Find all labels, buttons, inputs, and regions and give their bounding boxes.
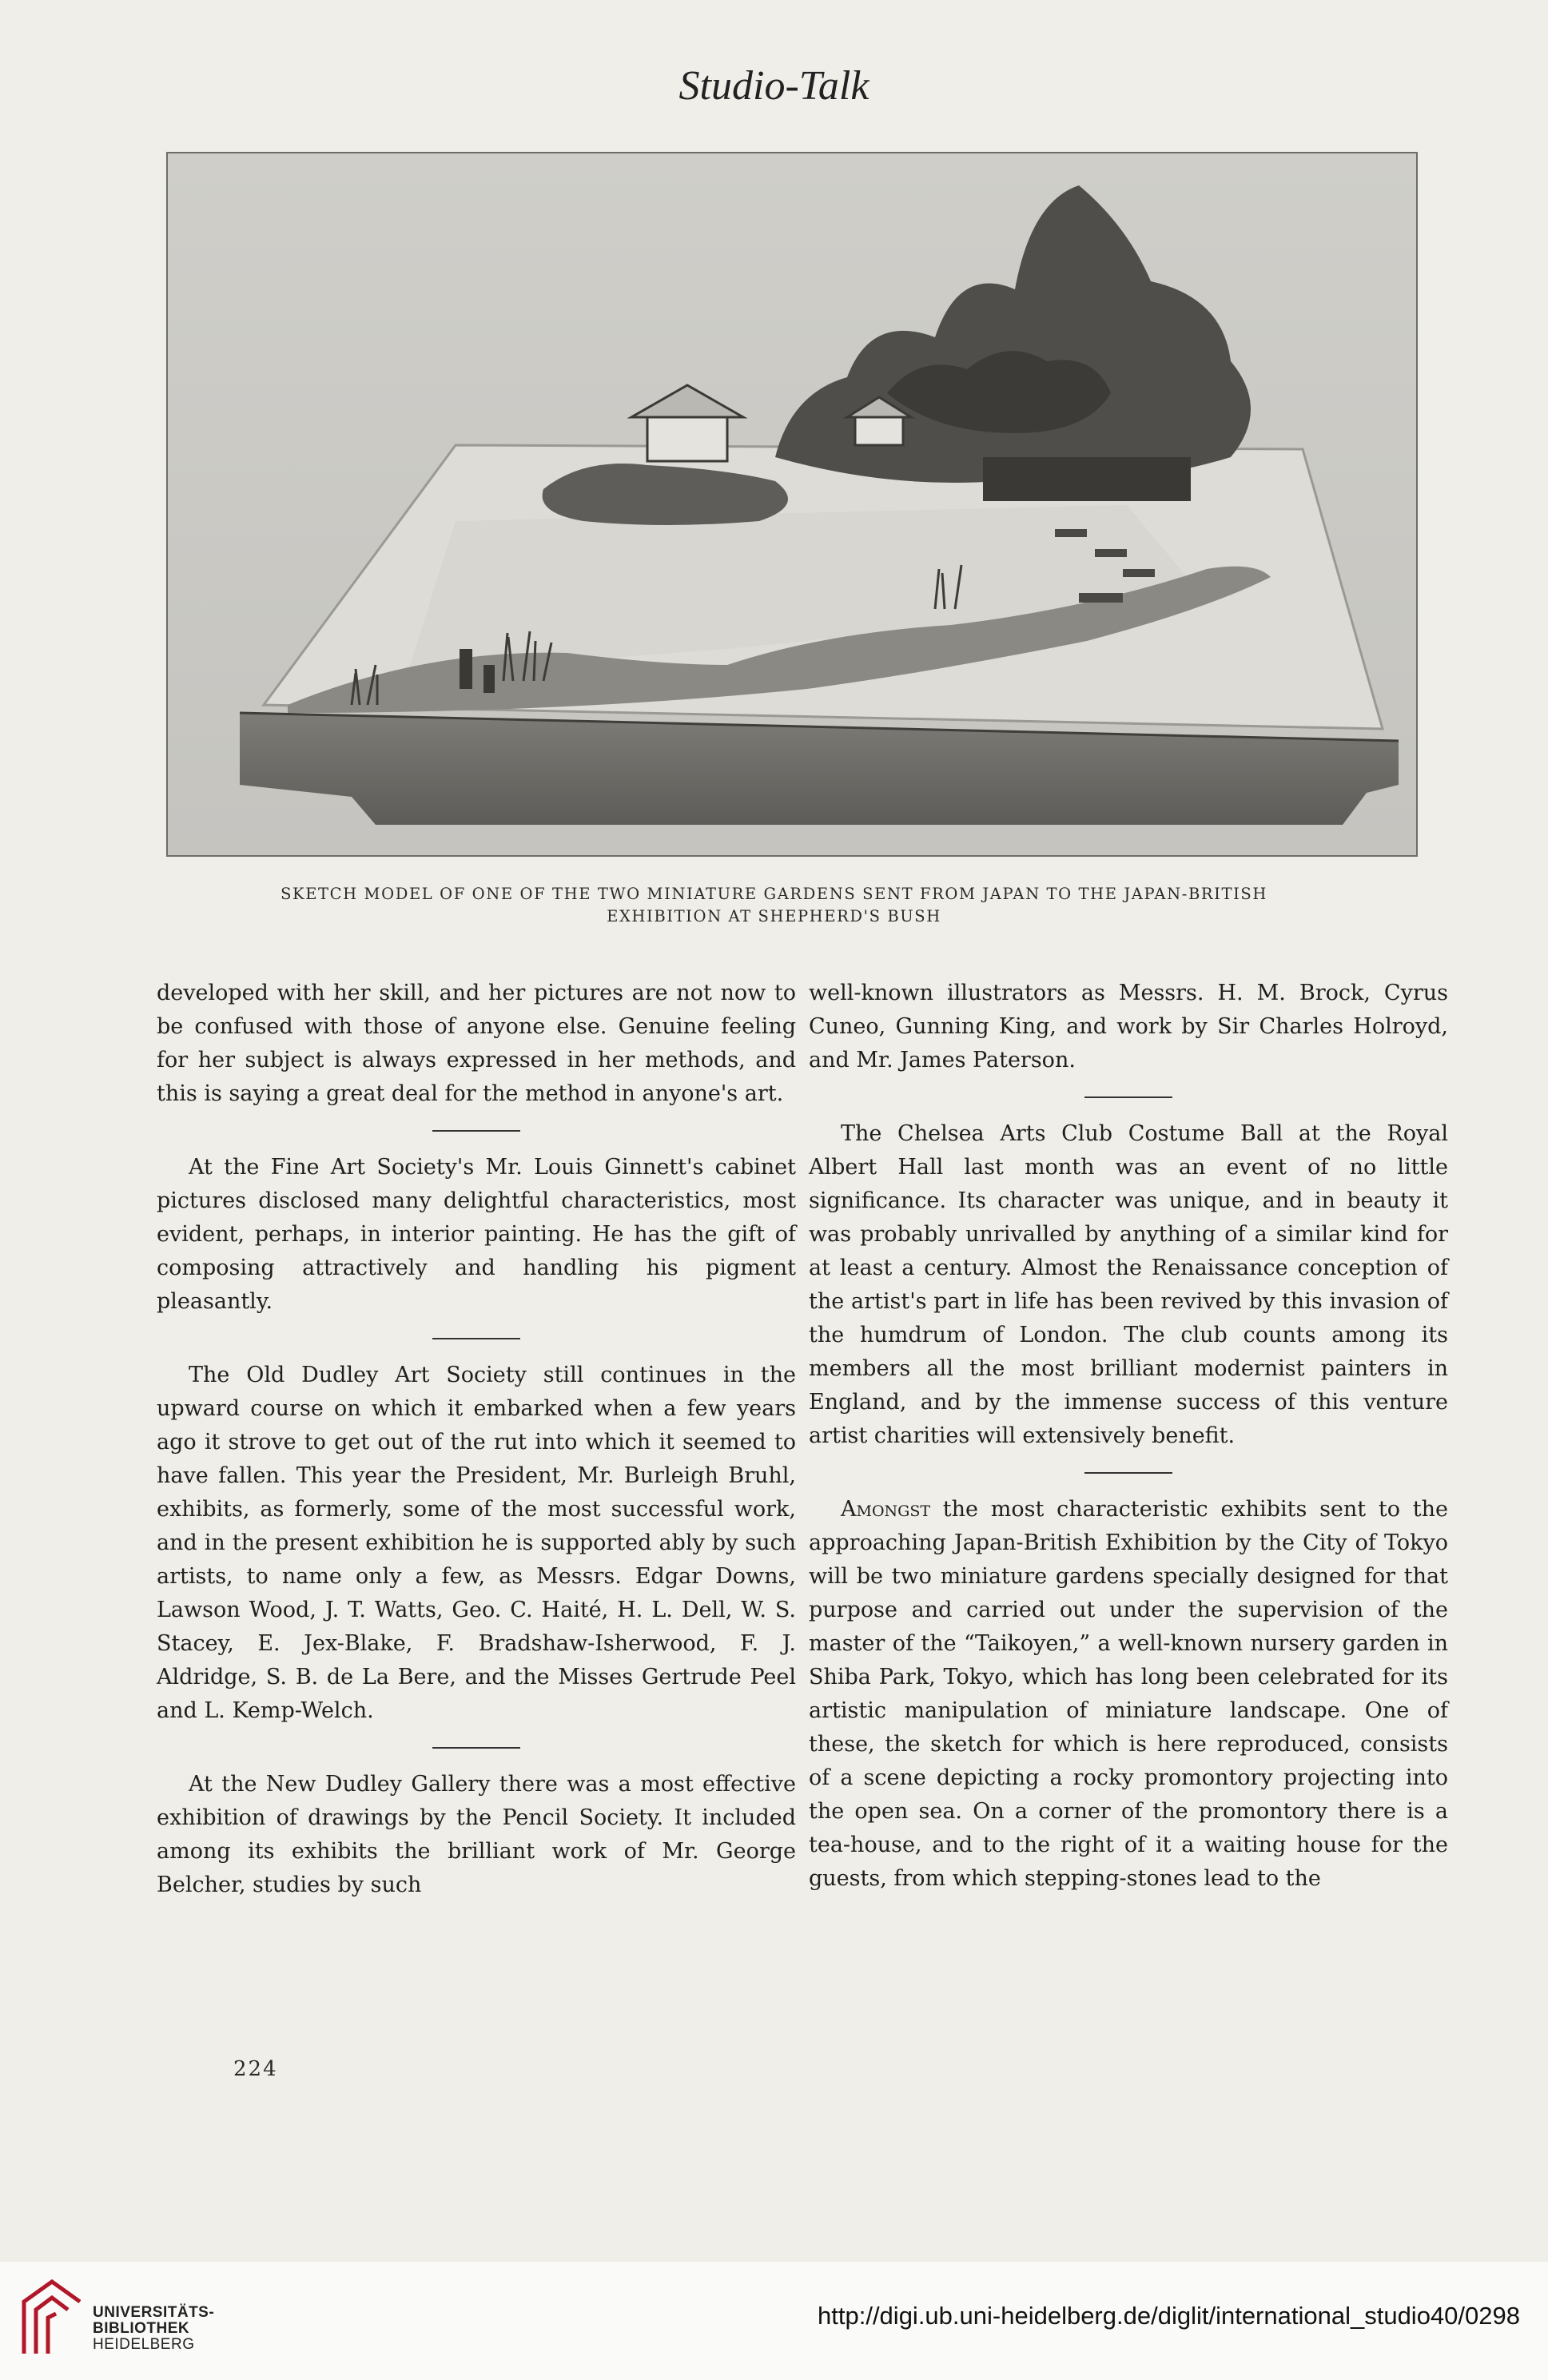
- paragraph-body: the most characteristic exhibits sent to the approaching Japan-British Exhibition by the City of Tokyo will be two miniature gardens specially designed for that purpose and carried out under the supervision of the master of the “Taikoyen,” a well-known nursery garden in Shiba Park, Tokyo, which has long been celebrated for its artistic manipulation of miniature landscape. One of these, the sketch for which is here reproduced, consists of a scene depicting a rocky promontory projecting into the open sea. On a corner of the promontory there is a tea-house, and to the right of it a waiting house for the guests, from which stepping-stones lead to the: [809, 1497, 1448, 1891]
- library-name: UNIVERSITÄTS- BIBLIOTHEK HEIDELBERG: [93, 2304, 215, 2353]
- library-footer: [0, 2262, 1548, 2380]
- section-divider: [1084, 1472, 1172, 1474]
- miniature-garden-image: [168, 153, 1416, 855]
- left-column: [157, 977, 796, 1902]
- section-divider: [432, 1130, 520, 1132]
- section-divider: [432, 1338, 520, 1339]
- paragraph: The Chelsea Arts Club Costume Ball at the Royal Albert Hall last month was an event of no little significance. Its character was unique, and in beauty it was probably unrivalled by anything of a similar kind for at least a century. Almost the Renaissance conception of the artist's part in life has been revived by this invasion of the humdrum of London. The club counts among its members all the most brilliant modernist painters in England, and by the immense success of this venture artist charities will extensively benefit.: [809, 1121, 1448, 1448]
- paragraph: [809, 1493, 1448, 1896]
- right-column: [809, 977, 1448, 1896]
- garden-illustration: [166, 152, 1418, 857]
- source-url-link[interactable]: http://digi.ub.uni-heidelberg.de/diglit/international_studio40/0298: [818, 2302, 1520, 2330]
- figure-caption-line-1: SKETCH MODEL OF ONE OF THE TWO MINIATURE GARDENS SENT FROM JAPAN TO THE JAPAN-BRITISH: [281, 885, 1267, 903]
- paragraph: At the New Dudley Gallery there was a most effective exhibition of drawings by the Pencil Society. It included among its exhibits the brilliant work of Mr. George Belcher, studies by such: [157, 1772, 796, 1897]
- section-divider: [1084, 1096, 1172, 1098]
- paragraph: well-known illustrators as Messrs. H. M. Brock, Cyrus Cuneo, Gunning King, and work by Sir Charles Holroyd, and Mr. James Paterson.: [809, 981, 1448, 1073]
- page-number: 224: [233, 2057, 278, 2081]
- paragraph-lead-word: Amongst: [841, 1497, 931, 1522]
- library-logo-icon: [16, 2278, 88, 2358]
- running-title: Studio-Talk: [678, 63, 870, 109]
- paragraph: developed with her skill, and her pictures are not now to be confused with those of anyone else. Genuine feeling for her subject is always expressed in her methods, and this is saying a great deal for the method in anyone's art.: [157, 981, 796, 1106]
- section-divider: [432, 1747, 520, 1749]
- figure-caption-line-2: EXHIBITION AT SHEPHERD'S BUSH: [607, 907, 941, 925]
- paragraph: The Old Dudley Art Society still continues in the upward course on which it embarked when a few years ago it strove to get out of the rut into which it seemed to have fallen. This year the President, Mr. Burleigh Bruhl, exhibits, as formerly, some of the most successful work, and in the present exhibition he is supported ably by such artists, to name only a few, as Messrs. Edgar Downs, Lawson Wood, J. T. Watts, Geo. C. Haité, H. L. Dell, W. S. Stacey, E. Jex-Blake, F. Bradshaw-Isherwood, F. J. Aldridge, S. B. de La Bere, and the Misses Gertrude Peel and L. Kemp-Welch.: [157, 1363, 796, 1723]
- paragraph: At the Fine Art Society's Mr. Louis Ginnett's cabinet pictures disclosed many delightful characteristics, most evident, perhaps, in interior painting. He has the gift of composing attractively and handling his pigment pleasantly.: [157, 1155, 796, 1314]
